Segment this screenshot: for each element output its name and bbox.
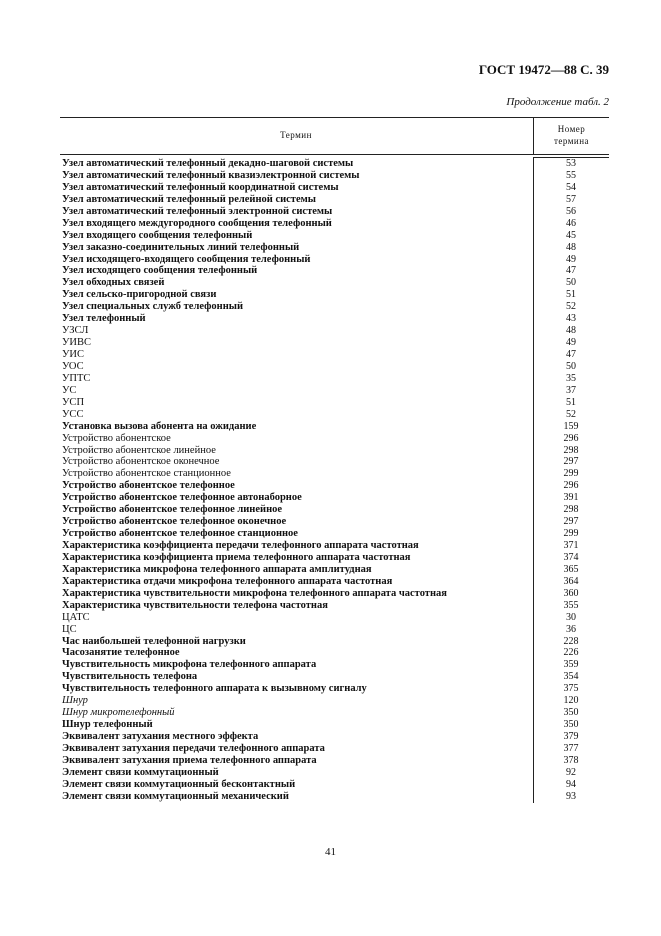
term-cell: Час наибольшей телефонной нагрузки [62, 635, 246, 647]
term-number-cell: 45 [566, 229, 576, 241]
term-cell: Узел исходящего сообщения телефонный [62, 265, 258, 277]
term-cell: УПТС [62, 372, 91, 384]
term-number-cell: 55 [566, 169, 576, 181]
table-row [60, 170, 609, 182]
table-row [60, 397, 609, 409]
table-row [60, 206, 609, 218]
term-number-cell: 355 [563, 599, 579, 611]
term-cell: Элемент связи коммутационный бесконтактный [62, 778, 296, 790]
table-body [60, 158, 609, 803]
term-number-cell: 350 [563, 707, 579, 719]
table-row [60, 301, 609, 313]
table-row [60, 731, 609, 743]
term-cell: Устройство абонентское линейное [62, 444, 216, 456]
term-cell: УСП [62, 396, 85, 408]
term-number-cell: 391 [563, 492, 579, 504]
term-cell: УСС [62, 408, 84, 420]
term-cell: Элемент связи коммутационный механический [62, 790, 289, 802]
term-number-cell: 228 [563, 635, 579, 647]
table-row [60, 504, 609, 516]
term-cell: Устройство абонентское [62, 432, 171, 444]
table-row [60, 612, 609, 624]
term-cell: Узел специальных служб телефонный [62, 301, 243, 313]
table-row [60, 218, 609, 230]
term-cell: Эквивалент затухания передачи телефонного аппарата [62, 742, 325, 754]
term-number-cell: 371 [563, 540, 579, 551]
term-cell: Чувствительность микрофона телефонного аппарата [62, 659, 317, 671]
term-cell: Характеристика коэффициента передачи телефонного аппарата частотная [62, 540, 419, 551]
column-header-term: Термин [280, 130, 312, 140]
term-cell: УИС [62, 349, 85, 360]
table-header [60, 117, 609, 155]
term-number-cell: 377 [563, 742, 579, 754]
term-number-cell: 120 [563, 695, 579, 707]
term-cell: УС [62, 384, 77, 396]
term-cell: УИВС [62, 337, 92, 349]
term-cell: Узел автоматический телефонный декадно-шаговой системы [62, 158, 354, 169]
table-row [60, 695, 609, 707]
term-number-cell: 35 [566, 372, 576, 384]
term-cell: Чувствительность телефонного аппарата к вызывному сигналу [62, 683, 367, 695]
table-row [60, 492, 609, 504]
term-number-cell: 93 [566, 790, 576, 802]
term-cell: Узел автоматический телефонный электронной системы [62, 205, 333, 217]
term-cell: ЦС [62, 623, 77, 635]
table-row [60, 182, 609, 194]
table-row [60, 456, 609, 468]
term-number-cell: 48 [566, 241, 576, 253]
term-cell: Устройство абонентское телефонное станционное [62, 528, 298, 540]
term-number-cell: 52 [566, 301, 576, 313]
term-number-cell: 57 [566, 193, 576, 205]
term-cell: Характеристика коэффициента приема телефонного аппарата частотная [62, 551, 411, 563]
table-row [60, 265, 609, 277]
table-row [60, 480, 609, 492]
term-number-cell: 47 [566, 265, 576, 277]
term-number-cell: 46 [566, 217, 576, 229]
table-row [60, 624, 609, 636]
term-cell: Устройство абонентское телефонное автонаборное [62, 492, 302, 504]
table-row [60, 337, 609, 349]
term-number-cell: 56 [566, 205, 576, 217]
term-cell: Часозанятие телефонное [62, 647, 180, 659]
term-number-cell: 92 [566, 766, 576, 778]
table-row [60, 779, 609, 791]
term-cell: Узел входящего сообщения телефонный [62, 229, 253, 241]
table-row [60, 600, 609, 612]
table-row [60, 421, 609, 433]
term-cell: ЦАТС [62, 611, 90, 623]
page-number: 41 [325, 846, 336, 858]
term-cell: Характеристика чувствительности микрофона телефонного аппарата частотная [62, 587, 447, 599]
table-row [60, 385, 609, 397]
term-number-cell: 298 [563, 504, 579, 516]
table-row [60, 647, 609, 659]
term-number-cell: 299 [563, 528, 579, 540]
term-cell: Узел телефонный [62, 313, 146, 325]
table-row [60, 528, 609, 540]
table-row [60, 576, 609, 588]
term-number-cell: 49 [566, 337, 576, 349]
table-row [60, 719, 609, 731]
term-cell: Эквивалент затухания местного эффекта [62, 731, 259, 742]
table-row [60, 325, 609, 337]
table-row [60, 588, 609, 600]
term-number-cell: 374 [563, 551, 579, 563]
table-row [60, 468, 609, 480]
table-row [60, 683, 609, 695]
term-cell: Узел автоматический телефонный квазиэлектронной системы [62, 169, 360, 181]
term-cell: Узел автоматический телефонный релейной системы [62, 193, 316, 205]
term-cell: Узел автоматический телефонный координатной системы [62, 181, 339, 193]
term-number-cell: 226 [563, 647, 579, 659]
term-number-cell: 298 [563, 444, 579, 456]
table-row [60, 755, 609, 767]
table-row [60, 254, 609, 266]
term-cell: Характеристика отдачи микрофона телефонного аппарата частотная [62, 575, 393, 587]
term-cell: Эквивалент затухания приема телефонного аппарата [62, 754, 317, 766]
term-number-cell: 297 [563, 456, 579, 468]
term-number-cell: 54 [566, 181, 576, 193]
term-number-cell: 378 [563, 754, 579, 766]
term-number-cell: 50 [566, 277, 576, 289]
term-cell: УОС [62, 360, 84, 372]
table-row [60, 230, 609, 242]
table-row [60, 242, 609, 254]
term-cell: Узел обходных связей [62, 277, 165, 289]
table-row [60, 564, 609, 576]
term-cell: Характеристика микрофона телефонного аппарата амплитудная [62, 563, 372, 575]
term-number-cell: 375 [563, 683, 579, 695]
term-number-cell: 48 [566, 325, 576, 337]
term-cell: Узел заказно-соединительных линий телефонный [62, 241, 300, 253]
term-number-cell: 49 [566, 253, 576, 265]
term-number-cell: 50 [566, 360, 576, 372]
term-number-cell: 51 [566, 396, 576, 408]
term-number-cell: 43 [566, 313, 576, 325]
term-number-cell: 350 [563, 719, 579, 731]
document-reference: ГОСТ 19472—88 С. 39 [478, 62, 609, 77]
term-cell: Узел сельско-пригородной связи [62, 289, 217, 301]
term-number-cell: 30 [566, 611, 576, 623]
table-row [60, 659, 609, 671]
term-cell: Элемент связи коммутационный [62, 766, 219, 778]
table-row [60, 767, 609, 779]
table-row [60, 707, 609, 719]
table-row [60, 409, 609, 421]
table-row [60, 445, 609, 457]
table-row [60, 636, 609, 648]
term-cell: Чувствительность телефона [62, 671, 198, 683]
term-cell: Шнур микротелефонный [62, 707, 175, 719]
term-cell: Узел входящего междугородного сообщения телефонный [62, 217, 332, 229]
table-row [60, 791, 609, 803]
term-cell: УЗСЛ [62, 325, 89, 337]
table-row [60, 743, 609, 755]
term-cell: Устройство абонентское телефонное оконечное [62, 516, 287, 528]
table-row [60, 277, 609, 289]
term-number-cell: 52 [566, 408, 576, 420]
table-continuation-label: Продолжение табл. 2 [506, 96, 609, 108]
table-row [60, 540, 609, 552]
table-row [60, 433, 609, 445]
table-row [60, 313, 609, 325]
table-row [60, 373, 609, 385]
column-header-number-line2: термина [553, 136, 590, 146]
table-row [60, 158, 609, 170]
term-cell: Устройство абонентское телефонное [62, 480, 235, 492]
column-header-number [533, 118, 609, 154]
term-cell: Узел исходящего-входящего сообщения телефонный [62, 253, 311, 265]
term-number-cell: 297 [563, 516, 579, 528]
table-row [60, 516, 609, 528]
term-number-cell: 365 [563, 563, 579, 575]
table-row [60, 671, 609, 683]
term-cell: Характеристика чувствительности телефона частотная [62, 599, 328, 611]
term-number-cell: 37 [566, 384, 576, 396]
term-cell: Устройство абонентское станционное [62, 468, 231, 480]
table-row [60, 289, 609, 301]
term-number-cell: 299 [563, 468, 579, 480]
table-row [60, 552, 609, 564]
column-header-number-line1: Номер [557, 124, 586, 134]
term-number-cell: 159 [563, 420, 579, 432]
term-number-cell: 364 [563, 575, 579, 587]
term-number-cell: 296 [563, 432, 579, 444]
table-row [60, 194, 609, 206]
term-number-cell: 360 [563, 587, 579, 599]
term-number-cell: 94 [566, 778, 576, 790]
term-number-cell: 359 [563, 659, 579, 671]
term-number-cell: 53 [566, 158, 576, 169]
terms-table [60, 117, 609, 803]
term-number-cell: 51 [566, 289, 576, 301]
term-number-cell: 47 [566, 349, 576, 360]
table-row [60, 361, 609, 373]
term-number-cell: 354 [563, 671, 579, 683]
term-number-cell: 379 [563, 731, 579, 742]
term-cell: Установка вызова абонента на ожидание [62, 420, 257, 432]
term-cell: Шнур [62, 695, 88, 707]
term-number-cell: 296 [563, 480, 579, 492]
table-row [60, 349, 609, 361]
term-cell: Устройство абонентское оконечное [62, 456, 220, 468]
term-cell: Шнур телефонный [62, 719, 153, 731]
term-number-cell: 36 [566, 623, 576, 635]
term-cell: Устройство абонентское телефонное линейное [62, 504, 283, 516]
